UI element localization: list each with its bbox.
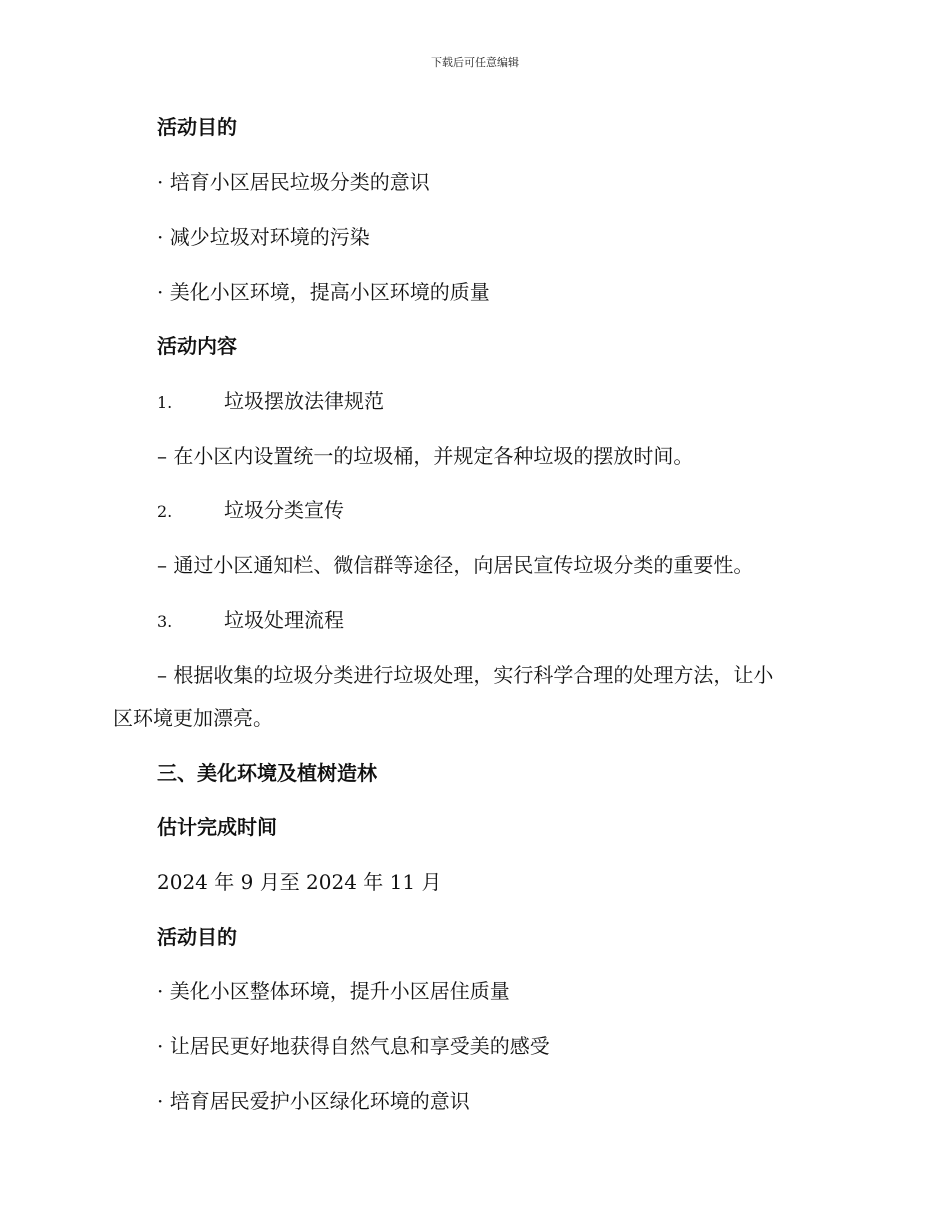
item-number: 2. [157,502,173,521]
numbered-item [157,497,344,525]
purpose-bullet: · 美化小区整体环境，提升小区居住质量 [157,979,510,1003]
time-value: 2024 年 9 月至 2024 年 11 月 [157,870,442,894]
content-heading: 活动内容 [157,334,237,358]
purpose-bullet: · 减少垃圾对环境的污染 [157,225,370,249]
item-number: 1. [157,393,173,412]
purpose-bullet: · 培育居民爱护小区绿化环境的意识 [157,1089,470,1113]
time-heading: 估计完成时间 [157,815,277,839]
item-description: – 根据收集的垃圾分类进行垃圾处理，实行科学合理的处理方法，让小 [157,663,774,687]
item-number: 3. [157,612,173,631]
page-header: 下载后可任意编辑 [431,56,519,69]
purpose-bullet: · 让居民更好地获得自然气息和享受美的感受 [157,1034,550,1058]
item-description: – 通过小区通知栏、微信群等途径，向居民宣传垃圾分类的重要性。 [157,553,754,577]
item-title: 垃圾摆放法律规范 [224,389,384,413]
item-description-continued: 区环境更加漂亮。 [113,706,273,730]
section-title: 三、美化环境及植树造林 [157,761,377,785]
item-title: 垃圾处理流程 [224,608,344,632]
item-description: – 在小区内设置统一的垃圾桶，并规定各种垃圾的摆放时间。 [157,444,694,468]
purpose-bullet: · 美化小区环境，提高小区环境的质量 [157,280,490,304]
purpose-heading: 活动目的 [157,925,237,949]
numbered-item [157,607,344,635]
purpose-heading: 活动目的 [157,115,237,139]
numbered-item [157,388,384,416]
purpose-bullet: · 培育小区居民垃圾分类的意识 [157,170,430,194]
item-title: 垃圾分类宣传 [224,498,344,522]
